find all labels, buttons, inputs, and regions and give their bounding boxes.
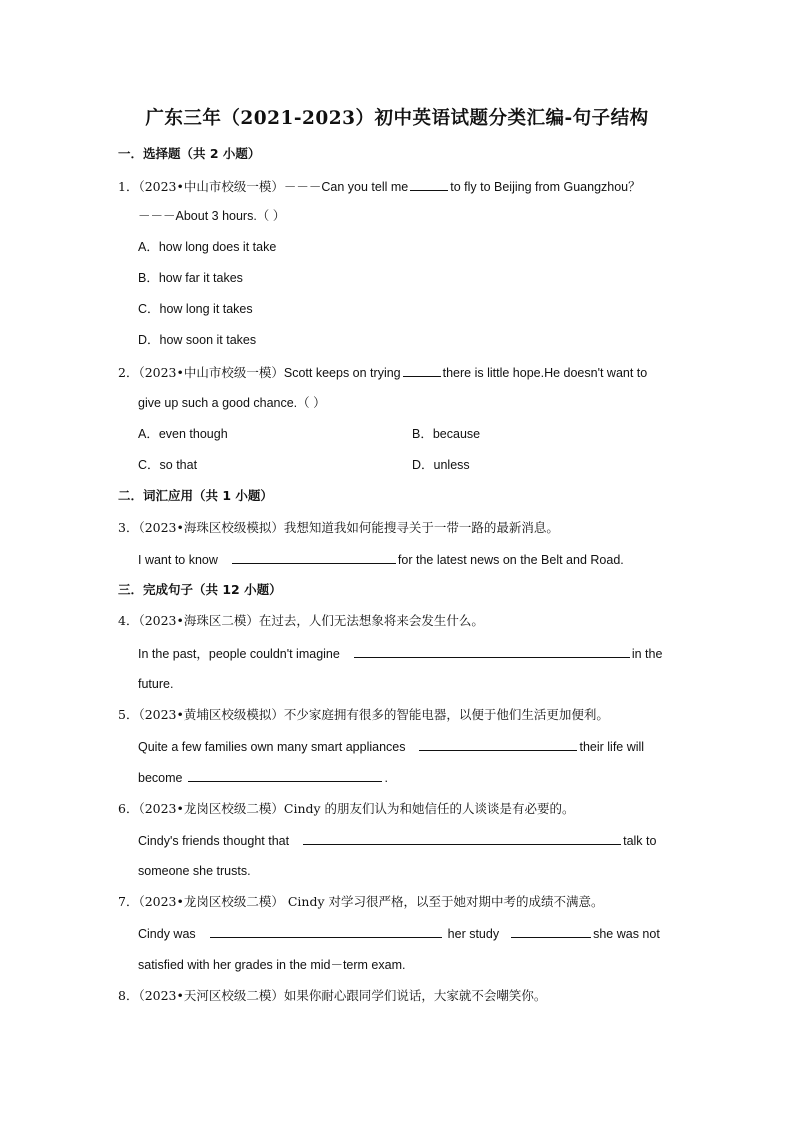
answer-blank[interactable] [410, 178, 448, 191]
question-number: 7． [118, 894, 139, 909]
document-title: 广东三年（2021-2023）初中英语试题分类汇编-句子结构 [145, 108, 649, 129]
question-text: （2023•海珠区校级模拟）我想知道我如何能搜寻关于一带一路的最新消息。 [138, 520, 559, 535]
question-text: （2023•龙岗区校级二模）Cindy 的朋友们认为和她信任的人谈谈是有必要的。 [138, 801, 575, 816]
question-7-line-3: satisfied with her grades in the mid－term exam. [138, 958, 406, 972]
question-text: Scott keeps on trying [283, 366, 401, 380]
question-text: her study [447, 927, 500, 941]
option-b[interactable]: B．because [412, 427, 481, 441]
question-number: 6． [118, 801, 139, 816]
section-heading-vocab: 二．词汇应用（共 1 小题） [118, 488, 273, 503]
question-2-line-1 [118, 364, 647, 381]
question-text: become [138, 771, 183, 785]
question-text: （2023•海珠区二模）在过去，人们无法想象将来会发生什么。 [138, 613, 484, 628]
question-text: . [384, 771, 388, 785]
option-d[interactable]: D．how soon it takes [138, 333, 257, 347]
question-7-line-1 [118, 894, 604, 910]
option-c[interactable]: C．so that [138, 458, 198, 472]
question-4-line-3: future. [138, 677, 174, 691]
question-number: 3． [118, 520, 139, 535]
question-text: there is little hope.He doesn't want to [442, 366, 648, 380]
question-1-line-1 [118, 178, 641, 195]
question-4-line-1 [118, 613, 484, 629]
question-number: 5． [118, 707, 139, 722]
question-6-line-2 [138, 832, 656, 849]
option-a[interactable]: A．even though [138, 427, 228, 441]
question-text: （2023•天河区校级二模）如果你耐心跟同学们说话，大家就不会嘲笑你。 [138, 988, 547, 1003]
question-5-line-3 [138, 769, 388, 786]
answer-blank[interactable] [210, 925, 442, 938]
question-source: （2023•中山市校级一模） [138, 365, 284, 380]
question-7-line-2 [138, 925, 660, 942]
question-text: Cindy's friends thought that [138, 834, 290, 848]
question-2-line-2: give up such a good chance.（ ） [138, 396, 326, 410]
answer-blank[interactable] [403, 364, 441, 377]
question-5-line-1 [118, 707, 609, 723]
question-text: In the past，people couldn't imagine [138, 647, 340, 661]
question-text: Quite a few families own many smart appliances [138, 740, 406, 754]
question-text: talk to [623, 834, 657, 848]
section-heading-choice: 一．选择题（共 2 小题） [118, 146, 261, 161]
question-text: she was not [593, 927, 660, 941]
question-1-line-2: －－－About 3 hours.（ ） [138, 209, 286, 223]
question-number: 8． [118, 988, 139, 1003]
answer-blank[interactable] [188, 769, 382, 782]
answer-blank[interactable] [354, 645, 630, 658]
question-6-line-3: someone she trusts. [138, 864, 251, 878]
question-text: to fly to Beijing from Guangzhou？ [450, 180, 641, 194]
answer-blank[interactable] [419, 738, 577, 751]
question-3-line-2 [138, 551, 624, 568]
question-text: （2023•黄埔区校级模拟）不少家庭拥有很多的智能电器，以便于他们生活更加便利。 [138, 707, 609, 722]
answer-blank[interactable] [232, 551, 396, 564]
answer-blank[interactable] [303, 832, 621, 845]
question-text: their life will [579, 740, 645, 754]
option-a[interactable]: A．how long does it take [138, 240, 277, 254]
question-source: （2023•中山市校级一模） [138, 179, 284, 194]
section-heading-complete: 三．完成句子（共 12 小题） [118, 582, 282, 597]
answer-blank[interactable] [511, 925, 591, 938]
question-6-line-1 [118, 801, 575, 817]
question-text: for the latest news on the Belt and Road. [397, 553, 624, 567]
option-b[interactable]: B．how far it takes [138, 271, 243, 285]
question-number: 2． [118, 365, 139, 380]
question-3-line-1 [118, 520, 559, 536]
question-text: in the [631, 647, 663, 661]
question-text: I want to know [138, 553, 218, 567]
question-number: 4． [118, 613, 139, 628]
question-number: 1． [118, 179, 139, 194]
question-5-line-2 [138, 738, 644, 755]
question-text: （2023•龙岗区校级二模） Cindy 对学习很严格，以至于她对期中考的成绩不满意。 [138, 894, 604, 909]
option-c[interactable]: C．how long it takes [138, 302, 253, 316]
question-text: －－－Can you tell me [283, 180, 409, 194]
question-8-line-1 [118, 988, 546, 1004]
option-d[interactable]: D．unless [412, 458, 470, 472]
question-text: Cindy was [138, 927, 196, 941]
question-4-line-2 [138, 645, 662, 662]
